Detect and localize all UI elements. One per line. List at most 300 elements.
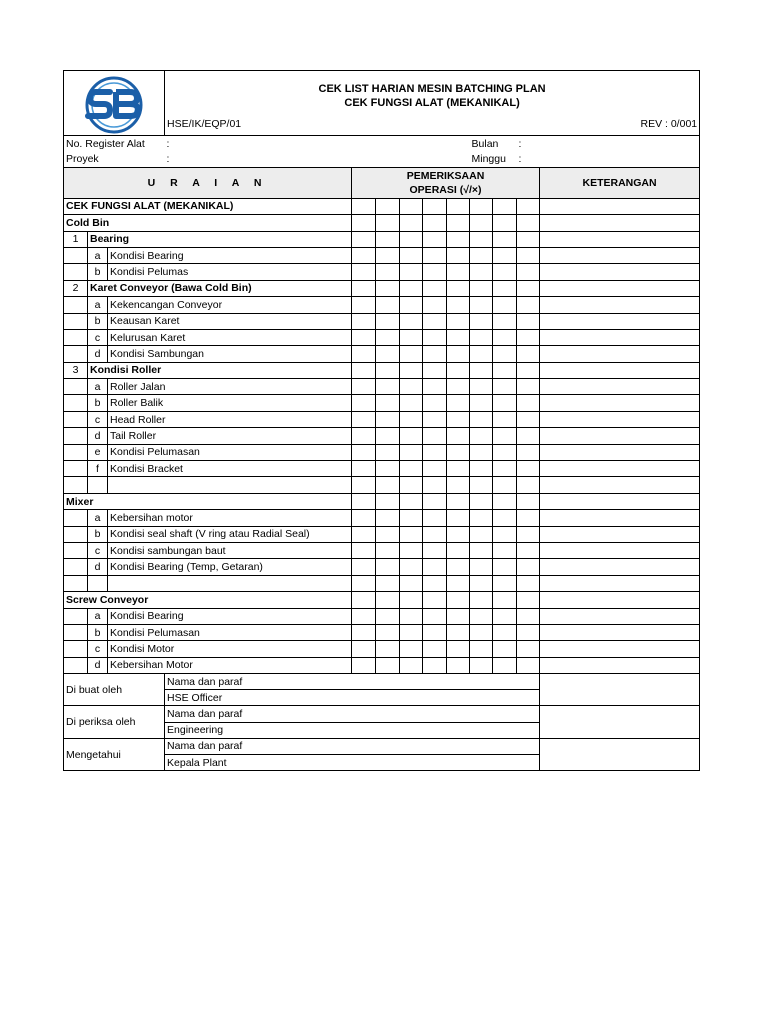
check-cell[interactable] [400, 313, 423, 329]
diperiksa-nama-paraf[interactable]: Nama dan paraf [165, 706, 540, 722]
check-cell[interactable] [493, 198, 517, 214]
check-cell[interactable] [493, 559, 517, 575]
check-cell[interactable] [447, 657, 470, 673]
check-cell[interactable] [493, 329, 517, 345]
keterangan-cell[interactable] [540, 592, 700, 608]
check-cell[interactable] [352, 608, 376, 624]
check-cell[interactable] [447, 362, 470, 378]
check-cell[interactable] [517, 231, 540, 247]
check-cell[interactable] [470, 608, 493, 624]
check-cell[interactable] [517, 624, 540, 640]
keterangan-cell[interactable] [540, 608, 700, 624]
check-cell[interactable] [423, 395, 447, 411]
bulan-colon[interactable]: : [517, 136, 700, 152]
check-cell[interactable] [400, 592, 423, 608]
check-cell[interactable] [400, 428, 423, 444]
check-cell[interactable] [517, 379, 540, 395]
keterangan-cell[interactable] [540, 493, 700, 509]
table-row [64, 411, 700, 427]
check-cell[interactable] [447, 231, 470, 247]
keterangan-cell[interactable] [540, 215, 700, 231]
check-cell[interactable] [493, 346, 517, 362]
check-cell[interactable] [517, 411, 540, 427]
check-cell[interactable] [352, 657, 376, 673]
check-cell[interactable] [470, 542, 493, 558]
check-cell[interactable] [352, 280, 376, 296]
check-cell[interactable] [352, 641, 376, 657]
check-cell[interactable] [517, 542, 540, 558]
check-cell[interactable] [447, 510, 470, 526]
check-cell[interactable] [376, 542, 400, 558]
check-cell[interactable] [447, 264, 470, 280]
check-cell[interactable] [376, 329, 400, 345]
check-cell[interactable] [400, 542, 423, 558]
check-cell[interactable] [400, 444, 423, 460]
check-cell[interactable] [352, 542, 376, 558]
check-cell[interactable] [447, 542, 470, 558]
check-cell[interactable] [447, 624, 470, 640]
check-cell[interactable] [447, 198, 470, 214]
check-cell[interactable] [493, 526, 517, 542]
check-cell[interactable] [423, 264, 447, 280]
check-cell[interactable] [423, 247, 447, 263]
check-cell[interactable] [400, 362, 423, 378]
table-row [64, 264, 700, 280]
check-cell[interactable] [470, 493, 493, 509]
check-cell[interactable] [447, 575, 470, 591]
check-cell[interactable] [493, 297, 517, 313]
check-cell[interactable] [447, 411, 470, 427]
check-cell[interactable] [376, 313, 400, 329]
keterangan-cell[interactable] [540, 346, 700, 362]
check-cell[interactable] [447, 247, 470, 263]
check-cell[interactable] [470, 297, 493, 313]
check-cell[interactable] [400, 559, 423, 575]
check-cell[interactable] [517, 477, 540, 493]
check-cell[interactable] [376, 379, 400, 395]
check-cell[interactable] [352, 559, 376, 575]
mengetahui-signature-box[interactable] [540, 738, 700, 770]
check-cell[interactable] [376, 362, 400, 378]
keterangan-cell[interactable] [540, 657, 700, 673]
check-cell[interactable] [376, 428, 400, 444]
keterangan-cell[interactable] [540, 559, 700, 575]
check-cell[interactable] [376, 592, 400, 608]
check-cell[interactable] [493, 395, 517, 411]
check-cell[interactable] [493, 231, 517, 247]
check-cell[interactable] [470, 346, 493, 362]
check-cell[interactable] [447, 329, 470, 345]
keterangan-cell[interactable] [540, 280, 700, 296]
check-cell[interactable] [470, 198, 493, 214]
check-cell[interactable] [447, 559, 470, 575]
register-colon[interactable]: : [165, 136, 470, 152]
check-cell[interactable] [470, 313, 493, 329]
check-cell[interactable] [352, 395, 376, 411]
check-cell[interactable] [493, 477, 517, 493]
diperiksa-signature-box[interactable] [540, 706, 700, 738]
check-cell[interactable] [352, 510, 376, 526]
check-cell[interactable] [352, 313, 376, 329]
check-cell[interactable] [352, 247, 376, 263]
check-cell[interactable] [470, 428, 493, 444]
check-cell[interactable] [400, 395, 423, 411]
item-index: a [88, 297, 108, 313]
check-cell[interactable] [352, 411, 376, 427]
check-cell[interactable] [400, 346, 423, 362]
check-cell[interactable] [423, 542, 447, 558]
check-cell[interactable] [376, 215, 400, 231]
check-cell[interactable] [423, 559, 447, 575]
revision: REV : 0/001 [640, 118, 698, 131]
check-cell[interactable] [423, 592, 447, 608]
item-index: d [88, 428, 108, 444]
check-cell[interactable] [423, 641, 447, 657]
check-cell[interactable] [352, 428, 376, 444]
minggu-colon[interactable]: : [517, 151, 700, 167]
check-cell[interactable] [352, 477, 376, 493]
group-row [64, 362, 700, 378]
check-cell[interactable] [470, 247, 493, 263]
check-cell[interactable] [517, 346, 540, 362]
table-row [64, 346, 700, 362]
table-row [64, 313, 700, 329]
check-cell[interactable] [517, 461, 540, 477]
check-cell[interactable] [376, 247, 400, 263]
check-cell[interactable] [400, 461, 423, 477]
item-label: Kondisi Sambungan [108, 346, 352, 362]
check-cell[interactable] [423, 313, 447, 329]
check-cell[interactable] [447, 395, 470, 411]
check-cell[interactable] [400, 411, 423, 427]
keterangan-cell[interactable] [540, 313, 700, 329]
check-cell[interactable] [447, 592, 470, 608]
check-cell[interactable] [470, 362, 493, 378]
check-cell[interactable] [517, 493, 540, 509]
item-label: Bearing [88, 231, 352, 247]
check-cell[interactable] [517, 526, 540, 542]
check-cell[interactable] [447, 444, 470, 460]
check-cell[interactable] [517, 280, 540, 296]
check-cell[interactable] [400, 641, 423, 657]
keterangan-cell[interactable] [540, 198, 700, 214]
check-cell[interactable] [400, 379, 423, 395]
table-row [64, 297, 700, 313]
check-cell[interactable] [352, 592, 376, 608]
keterangan-cell[interactable] [540, 395, 700, 411]
check-cell[interactable] [376, 280, 400, 296]
keterangan-cell[interactable] [540, 461, 700, 477]
check-cell[interactable] [517, 510, 540, 526]
check-cell[interactable] [517, 608, 540, 624]
check-cell[interactable] [423, 493, 447, 509]
check-cell[interactable] [376, 411, 400, 427]
check-cell[interactable] [493, 313, 517, 329]
check-cell[interactable] [470, 329, 493, 345]
check-cell[interactable] [376, 510, 400, 526]
check-cell[interactable] [376, 493, 400, 509]
keterangan-cell[interactable] [540, 641, 700, 657]
check-cell[interactable] [400, 526, 423, 542]
check-cell[interactable] [493, 461, 517, 477]
check-cell[interactable] [517, 592, 540, 608]
item-index: 3 [64, 362, 88, 378]
check-cell[interactable] [352, 461, 376, 477]
check-cell[interactable] [447, 297, 470, 313]
check-cell[interactable] [470, 280, 493, 296]
check-cell[interactable] [493, 444, 517, 460]
check-cell[interactable] [517, 428, 540, 444]
item-index: c [88, 411, 108, 427]
check-cell[interactable] [423, 329, 447, 345]
check-cell[interactable] [376, 477, 400, 493]
check-cell[interactable] [352, 198, 376, 214]
check-cell[interactable] [447, 215, 470, 231]
check-cell[interactable] [376, 297, 400, 313]
check-cell[interactable] [376, 559, 400, 575]
check-cell[interactable] [470, 411, 493, 427]
check-cell[interactable] [447, 346, 470, 362]
check-cell[interactable] [517, 575, 540, 591]
check-cell[interactable] [517, 641, 540, 657]
bulan-label: Bulan [470, 136, 517, 152]
check-cell[interactable] [493, 379, 517, 395]
check-cell[interactable] [470, 526, 493, 542]
check-cell[interactable] [423, 608, 447, 624]
item-label: Karet Conveyor (Bawa Cold Bin) [88, 280, 352, 296]
check-cell[interactable] [376, 461, 400, 477]
check-cell[interactable] [517, 329, 540, 345]
check-cell[interactable] [517, 198, 540, 214]
check-cell[interactable] [352, 379, 376, 395]
check-cell[interactable] [376, 641, 400, 657]
check-cell[interactable] [517, 362, 540, 378]
check-cell[interactable] [400, 215, 423, 231]
check-cell[interactable] [493, 493, 517, 509]
check-cell[interactable] [400, 297, 423, 313]
check-cell[interactable] [470, 657, 493, 673]
empty-cell [64, 395, 88, 411]
item-label: Kondisi Pelumasan [108, 624, 352, 640]
keterangan-cell[interactable] [540, 444, 700, 460]
check-cell[interactable] [470, 510, 493, 526]
check-cell[interactable] [470, 559, 493, 575]
check-cell[interactable] [352, 231, 376, 247]
check-cell[interactable] [517, 559, 540, 575]
check-cell[interactable] [493, 264, 517, 280]
keterangan-cell[interactable] [540, 542, 700, 558]
keterangan-cell[interactable] [540, 510, 700, 526]
company-logo [64, 71, 165, 136]
check-cell[interactable] [400, 510, 423, 526]
check-cell[interactable] [352, 526, 376, 542]
check-cell[interactable] [447, 493, 470, 509]
check-cell[interactable] [423, 526, 447, 542]
check-cell[interactable] [352, 362, 376, 378]
check-cell[interactable] [423, 477, 447, 493]
check-cell[interactable] [423, 428, 447, 444]
check-cell[interactable] [400, 575, 423, 591]
check-cell[interactable] [447, 280, 470, 296]
check-cell[interactable] [352, 624, 376, 640]
check-cell[interactable] [376, 608, 400, 624]
keterangan-cell[interactable] [540, 624, 700, 640]
check-cell[interactable] [470, 592, 493, 608]
item-label: Kondisi Bearing [108, 608, 352, 624]
check-cell[interactable] [423, 231, 447, 247]
check-cell[interactable] [493, 542, 517, 558]
check-cell[interactable] [470, 641, 493, 657]
check-cell[interactable] [447, 379, 470, 395]
keterangan-cell[interactable] [540, 379, 700, 395]
check-cell[interactable] [352, 444, 376, 460]
check-cell[interactable] [493, 608, 517, 624]
check-cell[interactable] [493, 592, 517, 608]
check-cell[interactable] [423, 624, 447, 640]
check-cell[interactable] [423, 198, 447, 214]
check-cell[interactable] [470, 444, 493, 460]
keterangan-cell[interactable] [540, 247, 700, 263]
check-cell[interactable] [400, 247, 423, 263]
check-cell[interactable] [423, 461, 447, 477]
check-cell[interactable] [493, 411, 517, 427]
check-cell[interactable] [352, 215, 376, 231]
check-cell[interactable] [517, 657, 540, 673]
check-cell[interactable] [493, 362, 517, 378]
check-cell[interactable] [493, 215, 517, 231]
check-cell[interactable] [517, 215, 540, 231]
keterangan-cell[interactable] [540, 231, 700, 247]
title-line-2: CEK FUNGSI ALAT (MEKANIKAL) [344, 96, 520, 109]
check-cell[interactable] [400, 329, 423, 345]
check-cell[interactable] [423, 215, 447, 231]
check-cell[interactable] [376, 395, 400, 411]
empty-cell [108, 477, 352, 493]
check-cell[interactable] [447, 313, 470, 329]
check-cell[interactable] [352, 264, 376, 280]
check-cell[interactable] [493, 247, 517, 263]
check-cell[interactable] [400, 608, 423, 624]
keterangan-cell[interactable] [540, 329, 700, 345]
check-cell[interactable] [352, 297, 376, 313]
blank-row [64, 477, 700, 493]
keterangan-cell[interactable] [540, 526, 700, 542]
check-cell[interactable] [517, 395, 540, 411]
check-cell[interactable] [517, 247, 540, 263]
check-cell[interactable] [376, 264, 400, 280]
mengetahui-nama-paraf[interactable]: Nama dan paraf [165, 738, 540, 754]
check-cell[interactable] [376, 346, 400, 362]
check-cell[interactable] [447, 461, 470, 477]
keterangan-cell[interactable] [540, 575, 700, 591]
keterangan-cell[interactable] [540, 411, 700, 427]
check-cell[interactable] [493, 641, 517, 657]
check-cell[interactable] [470, 264, 493, 280]
check-cell[interactable] [447, 477, 470, 493]
check-cell[interactable] [423, 280, 447, 296]
keterangan-cell[interactable] [540, 264, 700, 280]
check-cell[interactable] [376, 231, 400, 247]
check-cell[interactable] [423, 346, 447, 362]
check-cell[interactable] [493, 510, 517, 526]
check-cell[interactable] [423, 444, 447, 460]
check-cell[interactable] [493, 428, 517, 444]
check-cell[interactable] [517, 264, 540, 280]
keterangan-cell[interactable] [540, 428, 700, 444]
check-cell[interactable] [470, 215, 493, 231]
check-cell[interactable] [517, 444, 540, 460]
check-cell[interactable] [400, 477, 423, 493]
check-cell[interactable] [470, 477, 493, 493]
check-cell[interactable] [352, 346, 376, 362]
dibuat-signature-box[interactable] [540, 674, 700, 706]
check-cell[interactable] [376, 198, 400, 214]
keterangan-cell[interactable] [540, 362, 700, 378]
check-cell[interactable] [517, 313, 540, 329]
check-cell[interactable] [447, 608, 470, 624]
proyek-label: Proyek [64, 151, 165, 167]
item-label: Kebersihan Motor [108, 657, 352, 673]
proyek-colon[interactable]: : [165, 151, 470, 167]
check-cell[interactable] [352, 493, 376, 509]
check-cell[interactable] [400, 624, 423, 640]
check-cell[interactable] [400, 264, 423, 280]
check-cell[interactable] [423, 657, 447, 673]
check-cell[interactable] [376, 657, 400, 673]
dibuat-nama-paraf[interactable]: Nama dan paraf [165, 674, 540, 690]
check-cell[interactable] [376, 624, 400, 640]
check-cell[interactable] [423, 362, 447, 378]
check-cell[interactable] [400, 280, 423, 296]
check-cell[interactable] [423, 379, 447, 395]
check-cell[interactable] [470, 395, 493, 411]
blank-row [64, 575, 700, 591]
keterangan-cell[interactable] [540, 297, 700, 313]
check-cell[interactable] [470, 624, 493, 640]
check-cell[interactable] [470, 461, 493, 477]
check-cell[interactable] [423, 411, 447, 427]
check-cell[interactable] [493, 657, 517, 673]
check-cell[interactable] [352, 575, 376, 591]
empty-cell [64, 329, 88, 345]
check-cell[interactable] [517, 297, 540, 313]
check-cell[interactable] [470, 379, 493, 395]
check-cell[interactable] [447, 428, 470, 444]
check-cell[interactable] [400, 493, 423, 509]
check-cell[interactable] [400, 198, 423, 214]
check-cell[interactable] [400, 231, 423, 247]
check-cell[interactable] [376, 444, 400, 460]
check-cell[interactable] [447, 526, 470, 542]
table-row [64, 510, 700, 526]
check-cell[interactable] [423, 297, 447, 313]
check-cell[interactable] [423, 575, 447, 591]
check-cell[interactable] [423, 510, 447, 526]
check-cell[interactable] [352, 329, 376, 345]
check-cell[interactable] [470, 575, 493, 591]
check-cell[interactable] [376, 575, 400, 591]
checklist-table [63, 70, 700, 771]
check-cell[interactable] [493, 280, 517, 296]
check-cell[interactable] [376, 526, 400, 542]
check-cell[interactable] [447, 641, 470, 657]
table-row [64, 526, 700, 542]
keterangan-cell[interactable] [540, 477, 700, 493]
check-cell[interactable] [470, 231, 493, 247]
check-cell[interactable] [493, 624, 517, 640]
check-cell[interactable] [493, 575, 517, 591]
check-cell[interactable] [400, 657, 423, 673]
